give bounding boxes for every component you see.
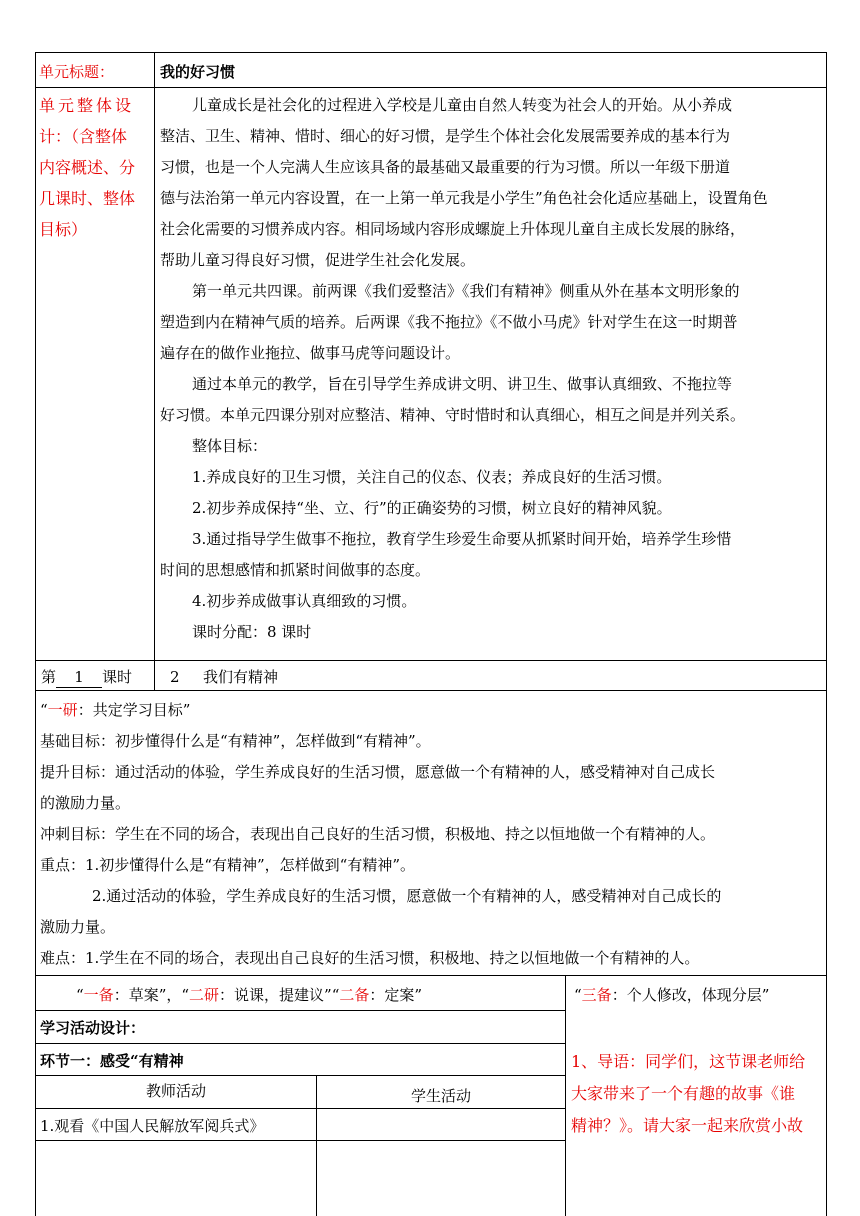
lesson-number-label: 第 1 课时: [41, 668, 133, 686]
sprint-goal: 冲刺目标：学生在不同的场合，表现出自己良好的生活习惯，积极地、持之以恒地做一个有精神的人。: [40, 825, 716, 843]
unit-design-label: 单元整体设 计：（含整体 内容概述、分 几课时、整体 目标）: [39, 96, 136, 239]
advance-goal: 的激励力量。: [40, 794, 131, 812]
key-point: 重点：1.初步懂得什么是“有精神”，怎样做到“有精神”。: [40, 856, 415, 874]
row-divider: [35, 975, 826, 976]
right-note: 1、导语：同学们，这节课老师给 大家带来了一个有趣的故事《谁 精神？》。请大家一起来欣赏小故: [571, 1052, 806, 1135]
overview-line: 社会化需要的习惯养成内容。相同场域内容形成螺旋上升体现儿童自主成长发展的脉络，: [160, 220, 746, 238]
row-divider: [35, 1075, 565, 1076]
goal-item: 时间的思想感情和抓紧时间做事的态度。: [160, 561, 431, 579]
overview-line: 第一单元共四课。前两课《我们爱整洁》《我们有精神》侧重从外在基本文明形象的: [192, 282, 740, 300]
table-left-border: [35, 52, 36, 1216]
overview-line: 儿童成长是社会化的过程进入学校是儿童由自然人转变为社会人的开始。从小养成: [192, 96, 733, 114]
overview-line: 塑造到内在精神气质的培养。后两课《我不拖拉》《不做小马虎》针对学生在这一时期普: [160, 313, 738, 331]
row-divider: [35, 1043, 565, 1044]
key-point: 2.通过活动的体验，学生养成良好的生活习惯，愿意做一个有精神的人，感受精神对自己成长的: [92, 887, 722, 905]
unit-overview: [160, 90, 824, 648]
table-right-border: [826, 52, 827, 1216]
section-one-title: 环节一：感受“有精神: [40, 1052, 184, 1070]
teacher-activity-header: 教师活动: [145, 1082, 206, 1100]
lesson-index: 2: [170, 668, 180, 686]
hours-allocation: 课时分配：8 课时: [192, 623, 312, 641]
goal-item: 3.通过指导学生做事不拖拉，教育学生珍爱生命要从抓紧时间开始，培养学生珍惜: [192, 530, 732, 548]
overview-line: 习惯，也是一个人完满人生应该具备的最基础又最重要的行为习惯。所以一年级下册道: [160, 158, 731, 176]
goal-item: 4.初步养成做事认真细致的习惯。: [192, 592, 417, 610]
prep-right-heading: “三备：个人修改，体现分层”: [574, 986, 770, 1004]
advance-goal: 提升目标：通过活动的体验，学生养成良好的生活习惯，愿意做一个有精神的人，感受精神对自己成长: [40, 763, 716, 781]
goal-item: 1.养成良好的卫生习惯，关注自己的仪态、仪表；养成良好的生活习惯。: [192, 468, 672, 486]
goals-title: 整体目标：: [192, 437, 268, 455]
row-divider: [35, 1108, 565, 1109]
teacher-activity-item: 1.观看《中国人民解放军阅兵式》: [40, 1117, 265, 1135]
key-point: 激励力量。: [40, 918, 116, 936]
goal-item: 2.初步养成保持“坐、立、行”的正确姿势的习惯，树立良好的精神风貌。: [192, 499, 672, 517]
overview-line: 通过本单元的教学，旨在引导学生养成讲文明、讲卫生、做事认真细致、不拖拉等: [192, 375, 733, 393]
row-divider: [35, 690, 826, 691]
student-activity-header: 学生活动: [410, 1087, 471, 1105]
overview-line: 帮助儿童习得良好习惯，促进学生社会化发展。: [160, 251, 476, 269]
activity-design-title: 学习活动设计：: [40, 1019, 146, 1037]
overview-line: 德与法治第一单元内容设置，在一上第一单元我是小学生”角色社会化适应基础上，设置角色: [160, 189, 768, 207]
lesson-number: 1: [56, 667, 102, 688]
basic-goal: 基础目标：初步懂得什么是“有精神”，怎样做到“有精神”。: [40, 732, 431, 750]
unit-title-label: 单元标题：: [39, 63, 115, 81]
row-divider: [35, 1140, 565, 1141]
column-divider: [154, 52, 155, 690]
overview-line: 整洁、卫生、精神、惜时、细心的好习惯，是学生个体社会化发展需要养成的基本行为: [160, 127, 731, 145]
difficult-point: 难点：1.学生在不同的场合，表现出自己良好的生活习惯，积极地、持之以恒地做一个有精神的人。: [40, 949, 700, 967]
overview-line: 遍存在的做作业拖拉、做事马虎等问题设计。: [160, 344, 461, 362]
prep-heading: “一备：草案”，“二研：说课，提建议”“二备：定案”: [76, 986, 423, 1004]
research-goals: [40, 695, 824, 974]
column-divider: [565, 975, 566, 1216]
lesson-title: 我们有精神: [203, 668, 279, 686]
overview-line: 好习惯。本单元四课分别对应整洁、精神、守时惜时和认真细心，相互之间是并列关系。: [160, 406, 746, 424]
research-heading: “一研：共定学习目标”: [40, 701, 191, 719]
unit-title: 我的好习惯: [160, 63, 236, 81]
row-divider: [35, 1010, 565, 1011]
